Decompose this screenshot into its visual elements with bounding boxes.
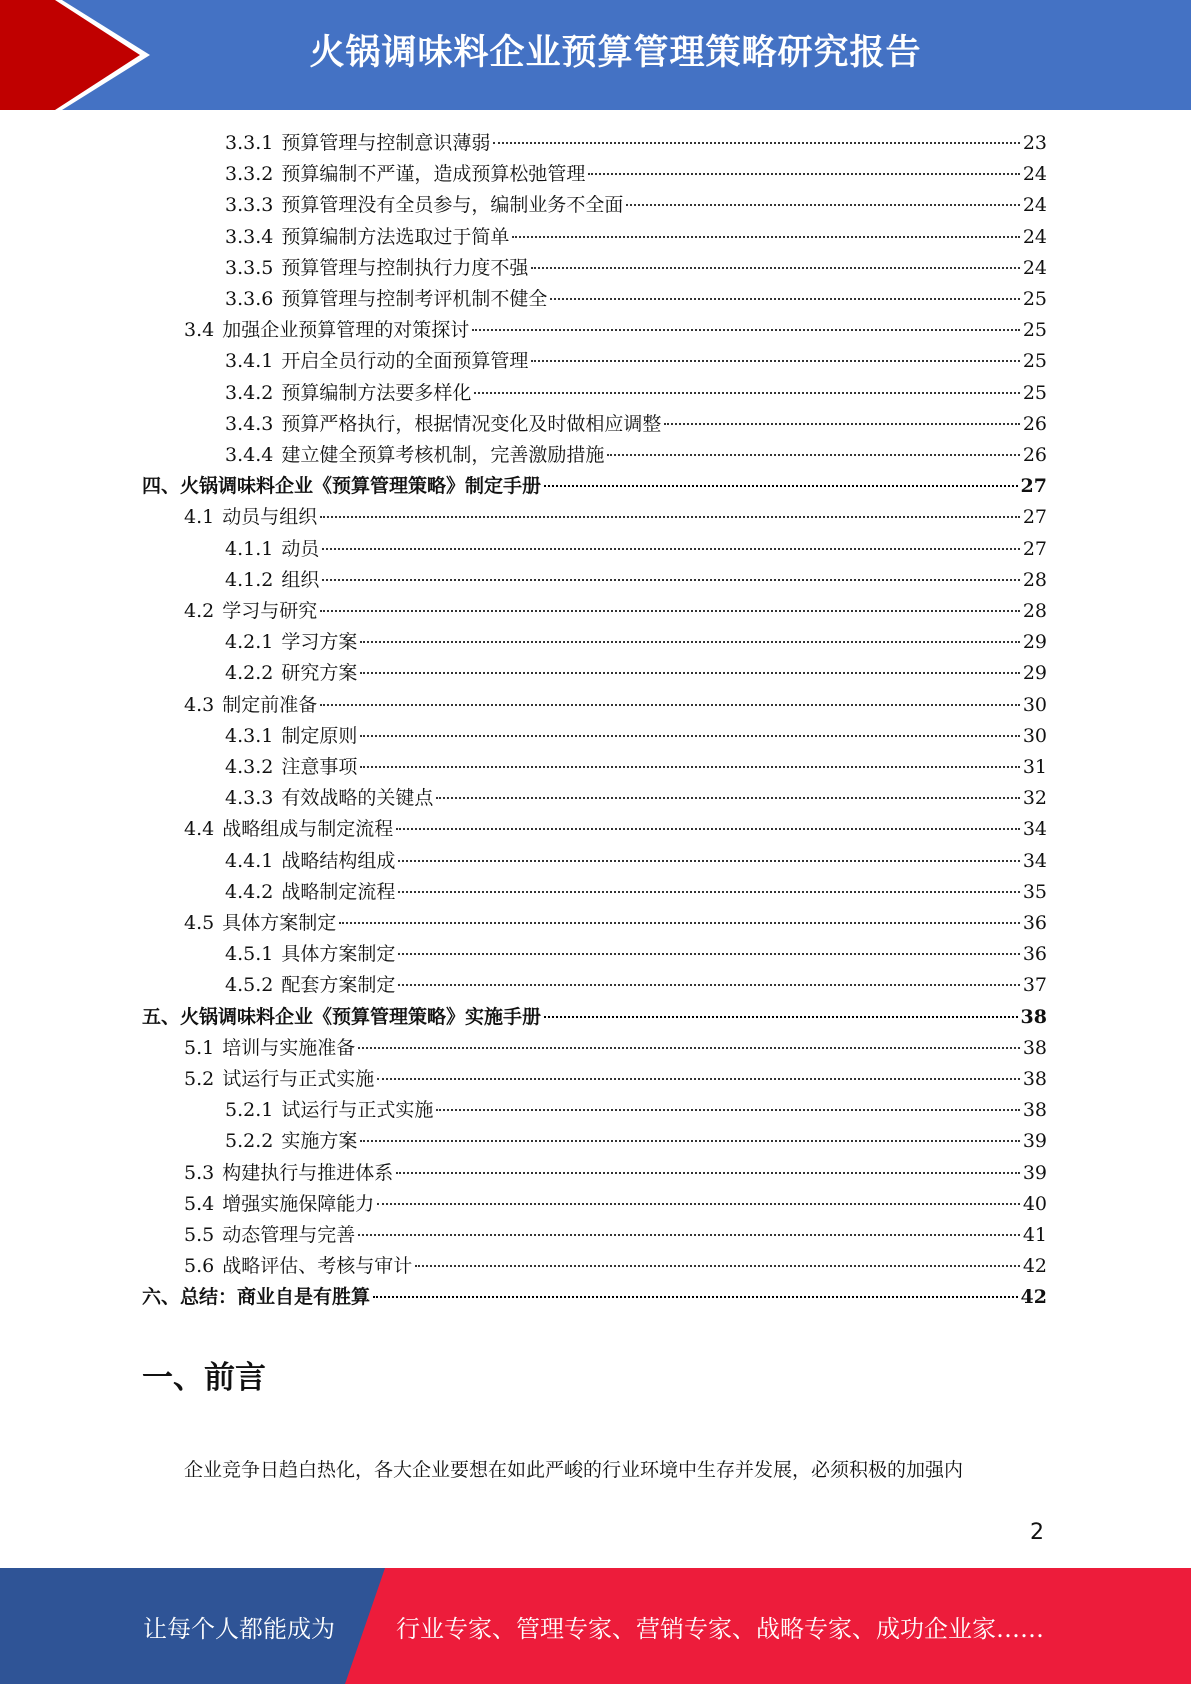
page-footer: [0, 1568, 1191, 1684]
page-number: 2: [1030, 1520, 1044, 1545]
toc-entry-page: 34: [1022, 849, 1047, 872]
toc-entry-page: 39: [1022, 1161, 1047, 1184]
toc-entry[interactable]: [184, 690, 1047, 721]
toc-dot-leader: [373, 1296, 1018, 1298]
toc-entry-page: 24: [1022, 225, 1047, 248]
toc-entry-page: 39: [1022, 1130, 1047, 1153]
toc-entry-title: 学习与研究: [222, 600, 318, 622]
toc-entry-title: 预算管理没有全员参与，编制业务不全面: [281, 194, 624, 217]
toc-entry[interactable]: [225, 222, 1047, 253]
toc-entry-number: 3.4.3: [225, 412, 274, 435]
toc-dot-leader: [626, 204, 1019, 206]
toc-entry-number: 5.4: [184, 1192, 215, 1215]
toc-entry-title: 制定原则: [281, 724, 358, 747]
toc-entry-title: 动员: [281, 537, 320, 560]
toc-entry-number: 3.4.1: [225, 350, 274, 373]
toc-entry[interactable]: [225, 534, 1047, 565]
toc-entry-title: 增强实施保障能力: [222, 1192, 375, 1215]
toc-entry-title: 预算管理与控制执行力度不强: [281, 256, 529, 279]
toc-entry-number: 5.6: [184, 1255, 215, 1278]
toc-entry-title: 试运行与正式实施: [281, 1099, 434, 1122]
toc-entry[interactable]: [184, 1189, 1047, 1220]
toc-entry[interactable]: [225, 346, 1047, 377]
toc-entry[interactable]: [184, 814, 1047, 845]
toc-entry-page: 38: [1022, 1068, 1047, 1090]
toc-entry-page: 23: [1022, 132, 1047, 154]
toc-entry[interactable]: [225, 565, 1047, 596]
toc-entry[interactable]: [225, 440, 1047, 471]
toc-entry[interactable]: [225, 877, 1047, 908]
toc-entry-number: 4.5.1: [225, 943, 274, 966]
toc-entry-number: 5.3: [184, 1161, 215, 1184]
toc-entry[interactable]: [225, 783, 1047, 814]
toc-entry-title: 四、火锅调味料企业《预算管理策略》制定手册: [142, 475, 542, 498]
toc-dot-leader: [436, 1109, 1019, 1111]
toc-entry-number: 3.3.5: [225, 256, 274, 279]
toc-entry-title: 制定前准备: [222, 693, 318, 716]
toc-entry-page: 29: [1022, 662, 1047, 685]
toc-dot-leader: [550, 298, 1019, 300]
toc-entry[interactable]: [142, 1002, 1047, 1033]
toc-entry-page: 25: [1022, 350, 1047, 373]
toc-entry[interactable]: [225, 190, 1047, 221]
toc-entry-title: 加强企业预算管理的对策探讨: [222, 319, 470, 342]
toc-entry-number: 4.2.1: [225, 631, 274, 654]
page-header: [0, 0, 1191, 110]
toc-entry-number: 4.4.1: [225, 849, 274, 872]
toc-entry-number: 5.5: [184, 1224, 215, 1246]
toc-dot-leader: [358, 1047, 1020, 1049]
toc-entry-number: 5.2.2: [225, 1130, 274, 1153]
toc-entry-page: 35: [1022, 880, 1047, 903]
toc-entry-number: 4.4.2: [225, 880, 274, 903]
toc-dot-leader: [320, 516, 1020, 518]
toc-dot-leader: [396, 828, 1020, 830]
toc-entry[interactable]: [225, 253, 1047, 284]
toc-entry-title: 试运行与正式实施: [222, 1068, 375, 1090]
toc-dot-leader: [493, 142, 1019, 144]
toc-dot-leader: [436, 797, 1019, 799]
toc-entry-number: 3.4.4: [225, 444, 274, 466]
toc-dot-leader: [664, 423, 1019, 425]
toc-entry-number: 4.3.1: [225, 724, 274, 747]
body-paragraph: 企业竞争日趋白热化，各大企业要想在如此严峻的行业环境中生存并发展，必须积极的加强内: [184, 1459, 964, 1481]
toc-entry-number: 3.3.3: [225, 194, 274, 217]
toc-entry-title: 培训与实施准备: [222, 1036, 356, 1059]
toc-entry-page: 37: [1022, 974, 1047, 997]
toc-entry-page: 42: [1020, 1286, 1047, 1309]
toc-dot-leader: [398, 860, 1019, 862]
toc-entry-page: 32: [1022, 787, 1047, 810]
toc-entry-number: 3.3.4: [225, 225, 274, 248]
toc-entry[interactable]: [225, 284, 1047, 315]
toc-entry-page: 24: [1022, 163, 1047, 186]
toc-entry[interactable]: [225, 658, 1047, 689]
toc-entry-page: 24: [1022, 256, 1047, 279]
toc-entry-title: 预算编制方法要多样化: [281, 381, 472, 404]
toc-entry-page: 26: [1022, 444, 1047, 466]
toc-entry-page: 42: [1022, 1255, 1047, 1278]
toc-entry[interactable]: [184, 315, 1047, 346]
toc-entry-title: 有效战略的关键点: [281, 787, 434, 810]
toc-entry[interactable]: [225, 752, 1047, 783]
toc-entry-page: 25: [1022, 381, 1047, 404]
toc-entry[interactable]: [184, 1033, 1047, 1064]
toc-entry-number: 3.3.2: [225, 163, 274, 186]
toc-entry-title: 实施方案: [281, 1130, 358, 1153]
toc-entry-number: 3.3.6: [225, 288, 274, 310]
toc-dot-leader: [544, 1016, 1018, 1018]
toc-entry-page: 36: [1022, 912, 1047, 934]
toc-entry[interactable]: [225, 627, 1047, 658]
toc-dot-leader: [360, 672, 1019, 674]
toc-dot-leader: [472, 329, 1020, 331]
toc-entry-title: 组织: [281, 568, 320, 591]
toc-entry-title: 研究方案: [281, 662, 358, 685]
toc-dot-leader: [360, 766, 1019, 768]
toc-dot-leader: [531, 360, 1019, 362]
toc-entry-number: 4.1.1: [225, 537, 274, 560]
toc-entry-number: 4.2: [184, 600, 215, 622]
toc-entry-page: 38: [1020, 1005, 1047, 1028]
toc-entry[interactable]: [184, 1064, 1047, 1095]
toc-dot-leader: [607, 454, 1019, 456]
toc-entry-title: 战略评估、考核与审计: [222, 1255, 413, 1278]
toc-dot-leader: [398, 953, 1019, 955]
toc-entry-title: 配套方案制定: [281, 974, 396, 997]
toc-dot-leader: [398, 891, 1019, 893]
toc-entry-number: 4.3: [184, 693, 215, 716]
toc-dot-leader: [358, 1234, 1020, 1236]
toc-entry-page: 30: [1022, 693, 1047, 716]
toc-entry[interactable]: [225, 128, 1047, 159]
toc-entry-title: 战略制定流程: [281, 880, 396, 903]
toc-entry[interactable]: [225, 378, 1047, 409]
toc-entry-title: 预算编制不严谨，造成预算松弛管理: [281, 163, 586, 186]
toc-dot-leader: [588, 173, 1019, 175]
toc-dot-leader: [398, 984, 1019, 986]
toc-entry-title: 动态管理与完善: [222, 1224, 356, 1246]
toc-entry-number: 4.1: [184, 506, 215, 529]
toc-entry-page: 31: [1022, 756, 1047, 778]
toc-dot-leader: [339, 922, 1020, 924]
toc-entry-number: 5.2.1: [225, 1099, 274, 1122]
toc-entry[interactable]: [184, 1251, 1047, 1282]
toc-entry[interactable]: [225, 721, 1047, 752]
toc-entry-number: 5.1: [184, 1036, 215, 1059]
toc-entry-page: 28: [1022, 600, 1047, 622]
toc-dot-leader: [322, 579, 1019, 581]
toc-entry-page: 28: [1022, 568, 1047, 591]
toc-dot-leader: [377, 1203, 1020, 1205]
toc-entry-title: 建立健全预算考核机制，完善激励措施: [281, 444, 605, 466]
toc-entry[interactable]: [184, 1220, 1047, 1251]
toc-entry[interactable]: [184, 1158, 1047, 1189]
toc-entry[interactable]: [225, 409, 1047, 440]
toc-entry-title: 战略结构组成: [281, 849, 396, 872]
toc-entry[interactable]: [184, 908, 1047, 939]
toc-entry[interactable]: [225, 1126, 1047, 1157]
toc-entry-title: 具体方案制定: [222, 912, 337, 934]
toc-entry-number: 4.4: [184, 818, 215, 841]
document-title: 火锅调味料企业预算管理策略研究报告: [309, 33, 922, 73]
toc-entry-page: 25: [1022, 288, 1047, 310]
toc-entry-page: 34: [1022, 818, 1047, 841]
toc-entry-title: 注意事项: [281, 756, 358, 778]
toc-dot-leader: [360, 1140, 1019, 1142]
toc-entry-page: 27: [1022, 537, 1047, 560]
toc-entry-page: 24: [1022, 194, 1047, 217]
toc-entry-title: 预算编制方法选取过于简单: [281, 225, 510, 248]
toc-entry-page: 41: [1022, 1224, 1047, 1246]
toc-entry-number: 4.2.2: [225, 662, 274, 685]
toc-entry-title: 具体方案制定: [281, 943, 396, 966]
toc-dot-leader: [360, 641, 1019, 643]
toc-entry[interactable]: [225, 846, 1047, 877]
section-heading: 一、前言: [142, 1360, 266, 1396]
toc-entry-number: 5.2: [184, 1068, 215, 1090]
toc-dot-leader: [396, 1172, 1020, 1174]
toc-entry-title: 构建执行与推进体系: [222, 1161, 394, 1184]
toc-entry-page: 27: [1020, 475, 1047, 498]
toc-entry-page: 25: [1022, 319, 1047, 342]
toc-entry-title: 预算管理与控制意识薄弱: [281, 132, 491, 154]
toc-dot-leader: [320, 610, 1020, 612]
toc-dot-leader: [377, 1078, 1020, 1080]
toc-dot-leader: [415, 1265, 1020, 1267]
toc-entry-number: 4.1.2: [225, 568, 274, 591]
toc-entry-number: 3.4.2: [225, 381, 274, 404]
toc-entry[interactable]: [142, 1282, 1047, 1313]
toc-entry-number: 4.3.2: [225, 756, 274, 778]
toc-entry-number: 4.5: [184, 912, 215, 934]
toc-dot-leader: [320, 704, 1020, 706]
toc-entry-page: 40: [1022, 1192, 1047, 1215]
toc-entry-title: 六、总结：商业自是有胜算: [142, 1286, 371, 1309]
toc-entry-page: 29: [1022, 631, 1047, 654]
toc-entry-page: 27: [1022, 506, 1047, 529]
toc-entry[interactable]: [184, 502, 1047, 533]
toc-entry-page: 38: [1022, 1099, 1047, 1122]
toc-entry-number: 4.3.3: [225, 787, 274, 810]
toc-entry-number: 4.5.2: [225, 974, 274, 997]
toc-entry[interactable]: [225, 970, 1047, 1001]
toc-entry-title: 学习方案: [281, 631, 358, 654]
toc-entry-page: 30: [1022, 724, 1047, 747]
toc-entry[interactable]: [225, 939, 1047, 970]
toc-entry-title: 战略组成与制定流程: [222, 818, 394, 841]
toc-entry-page: 36: [1022, 943, 1047, 966]
toc-entry-number: 3.4: [184, 319, 215, 342]
toc-dot-leader: [531, 267, 1019, 269]
toc-dot-leader: [474, 392, 1019, 394]
toc-entry-title: 动员与组织: [222, 506, 318, 529]
toc-dot-leader: [360, 735, 1019, 737]
footer-slogan-left: 让每个人都能成为: [143, 1615, 335, 1643]
toc-dot-leader: [544, 485, 1018, 487]
toc-dot-leader: [322, 548, 1019, 550]
toc-entry[interactable]: [225, 1095, 1047, 1126]
toc-entry-title: 五、火锅调味料企业《预算管理策略》实施手册: [142, 1005, 542, 1028]
toc-entry[interactable]: [184, 596, 1047, 627]
footer-slogan-right: 行业专家、管理专家、营销专家、战略专家、成功企业家……: [396, 1615, 1044, 1643]
toc-entry[interactable]: [225, 159, 1047, 190]
toc-entry-title: 开启全员行动的全面预算管理: [281, 350, 529, 373]
toc-entry-title: 预算管理与控制考评机制不健全: [281, 288, 548, 310]
toc-entry-number: 3.3.1: [225, 132, 274, 154]
toc-dot-leader: [512, 236, 1019, 238]
toc-entry-title: 预算严格执行，根据情况变化及时做相应调整: [281, 412, 662, 435]
toc-entry-page: 38: [1022, 1036, 1047, 1059]
toc-entry[interactable]: [142, 471, 1047, 502]
toc-entry-page: 26: [1022, 412, 1047, 435]
